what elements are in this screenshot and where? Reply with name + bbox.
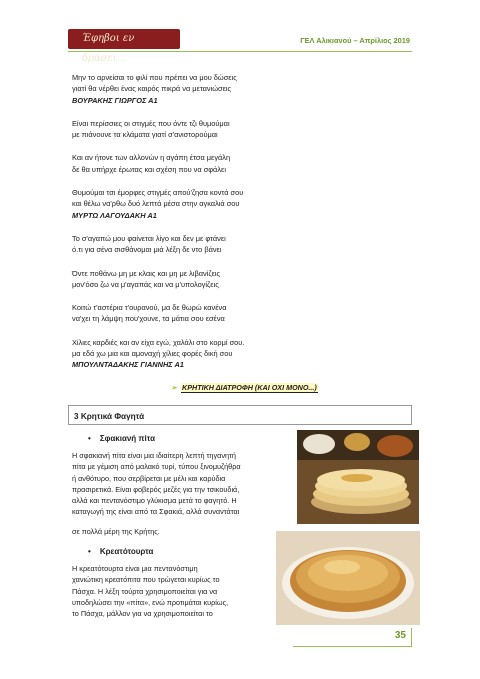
- paragraph-line: σε πολλά μέρη της Κρήτης.: [72, 527, 160, 536]
- poem-line: Όντε ποθάνω μη με κλαις και μη με λιβανίζεις: [72, 268, 221, 278]
- poem-line: Κοιτώ τ'αστέρια τ'ουρανού, μα δε θωρώ κανένα: [72, 303, 227, 313]
- poem-line: Μην το αρνείσαι το φιλί που πρέπει να μου δώσεις: [72, 73, 237, 82]
- poem-line: Θυμούμαι τσι έμορφες στιγμές απού'ζησα κοντά σου: [72, 188, 244, 198]
- logo-text: Έφηβοι εν δράσει...: [82, 33, 135, 64]
- section-header: [68, 405, 412, 425]
- poem-stanza: [72, 72, 402, 106]
- poem-line: δε θα υπήρχε έρωτας και σχέση που να σφάλει: [72, 164, 226, 174]
- poem: [72, 72, 402, 383]
- poem-line: μα εδά χω μια και αμοναχή χίλιες φορές δική σου: [72, 349, 233, 359]
- poem-stanza: [72, 337, 402, 371]
- dish-name: Σφακιανή πίτα: [99, 434, 156, 443]
- paragraph-line: χανιώτικη κρεατόπιτα που τρώγεται κυρίως το: [72, 575, 220, 585]
- poem-stanza: [72, 118, 402, 141]
- dish-heading-kreatotourta: [88, 547, 153, 556]
- poem-line: να'χει τη λάμψη που'χουνε, τα μάτια σου εσένα: [72, 314, 225, 324]
- paragraph-line: αλλά και πεντανόστιμο γλύκισμα μετά το φαγητό. Η: [72, 496, 237, 506]
- dish-description-sfakiani: [72, 450, 287, 518]
- subheading-text: ΚΡΗΤΙΚΗ ΔΙΑΤΡΟΦΗ (ΚΑΙ ΟΧΙ ΜΟΝΟ...): [182, 383, 317, 392]
- poem-line: με πιάνουνε τα κλάματα γιατί σ'ανιστορούμαι: [72, 130, 218, 140]
- poem-stanza: [72, 302, 402, 325]
- poem-author: ΒΟΥΡΑΚΗΣ ΓΙΩΡΓΟΣ Α1: [72, 95, 158, 105]
- section-title: 3 Κρητικά Φαγητά: [74, 412, 145, 421]
- paragraph-line: πρασιρετικά. Είναι φοβερός μεζές για την τσικουδιά,: [72, 484, 240, 494]
- paragraph-line: Πάσχα. Η λέξη τούρτα χρησιμοποιείται για να: [72, 586, 218, 596]
- dish-name: Κρεατότουρτα: [99, 547, 154, 556]
- paragraph-line: καταγωγή της είναι από τα Σφακιά, αλλά συναντάται: [72, 507, 240, 517]
- paragraph-line: το Πάσχα, μάλλον για να χρησιμοποιείται το: [72, 609, 213, 619]
- poem-line: ό.τι για σένα σισθάνομαι μιά λέξη δε ντο βάνει: [72, 245, 222, 255]
- paragraph-line: Η κρεατότουρτα είναι μια πεντανόστιμη: [72, 564, 198, 573]
- bullet-icon: •: [88, 547, 91, 556]
- dish-heading-sfakiani: [88, 434, 155, 443]
- poem-line: Και αν ήτονε των αλλονών η αγάπη έτσα μεγάλη: [72, 153, 231, 163]
- poem-stanza: [72, 233, 402, 256]
- poem-stanza: [72, 268, 402, 291]
- poem-author: ΜΥΡΤΩ ΛΑΓΟΥΔΑΚΗ Α1: [72, 210, 157, 220]
- poem-line: και θέλω να'ρθω δυό λεπτά μέσα στην αγκαλιά σου: [72, 199, 240, 209]
- paragraph-line: υποδηλώσει την «πίτα», ενώ προτιμάται κυρίως,: [72, 597, 229, 607]
- poem-stanza: [72, 152, 402, 175]
- poem-line: Το σ'αγαπώ μου φαίνεται λίγο και δεν με φτάνει: [72, 233, 226, 243]
- poem-line: Είναι περίσσιες οι στιγμές που όντε τζι θυμούμαι: [72, 118, 230, 128]
- poem-stanza: [72, 187, 402, 221]
- paragraph-line: πίτα με γέμιση από μαλακό τυρί, τύπου ξινομυζήθρα: [72, 462, 241, 472]
- kreatotourta-photo: [276, 531, 420, 625]
- poem-line: Χίλιες καρδιές και αν είχα εγώ, χαλάλι στο κορμί σου.: [72, 337, 245, 347]
- arrow-icon: ➢: [171, 383, 178, 392]
- subheading: [171, 383, 318, 392]
- poem-line: γιατί θα νέρθει ένας καιρός πικρά να μετανιώσεις: [72, 84, 232, 94]
- poem-author: ΜΠΟΥΛΝΤΑΔΑΚΗΣ ΓΙΑΝΝΗΣ Α1: [72, 360, 184, 370]
- dish-description-kreatotourta: [72, 563, 287, 619]
- paragraph-line: ή ανθότυρο, που σερβίρεται με μέλι και καρύδια: [72, 473, 226, 483]
- header-logo: [68, 29, 180, 64]
- dish-extra-sfakiani: [72, 526, 287, 537]
- page-number: 35: [394, 630, 406, 641]
- poem-line: μον'όσο ζω να μ'αγαπάς και να μ'υπολογίζεις: [72, 279, 219, 289]
- sfakiani-pita-photo: [297, 430, 419, 524]
- header-title: ΓΕΛ Αλικιανού – Απρίλιος 2019: [300, 36, 410, 45]
- header-divider: [68, 51, 412, 52]
- bullet-icon: •: [88, 434, 91, 443]
- paragraph-line: Η σφακιανή πίτα είναι μια ιδιαίτερη λεπτή τηγανητή: [72, 451, 236, 460]
